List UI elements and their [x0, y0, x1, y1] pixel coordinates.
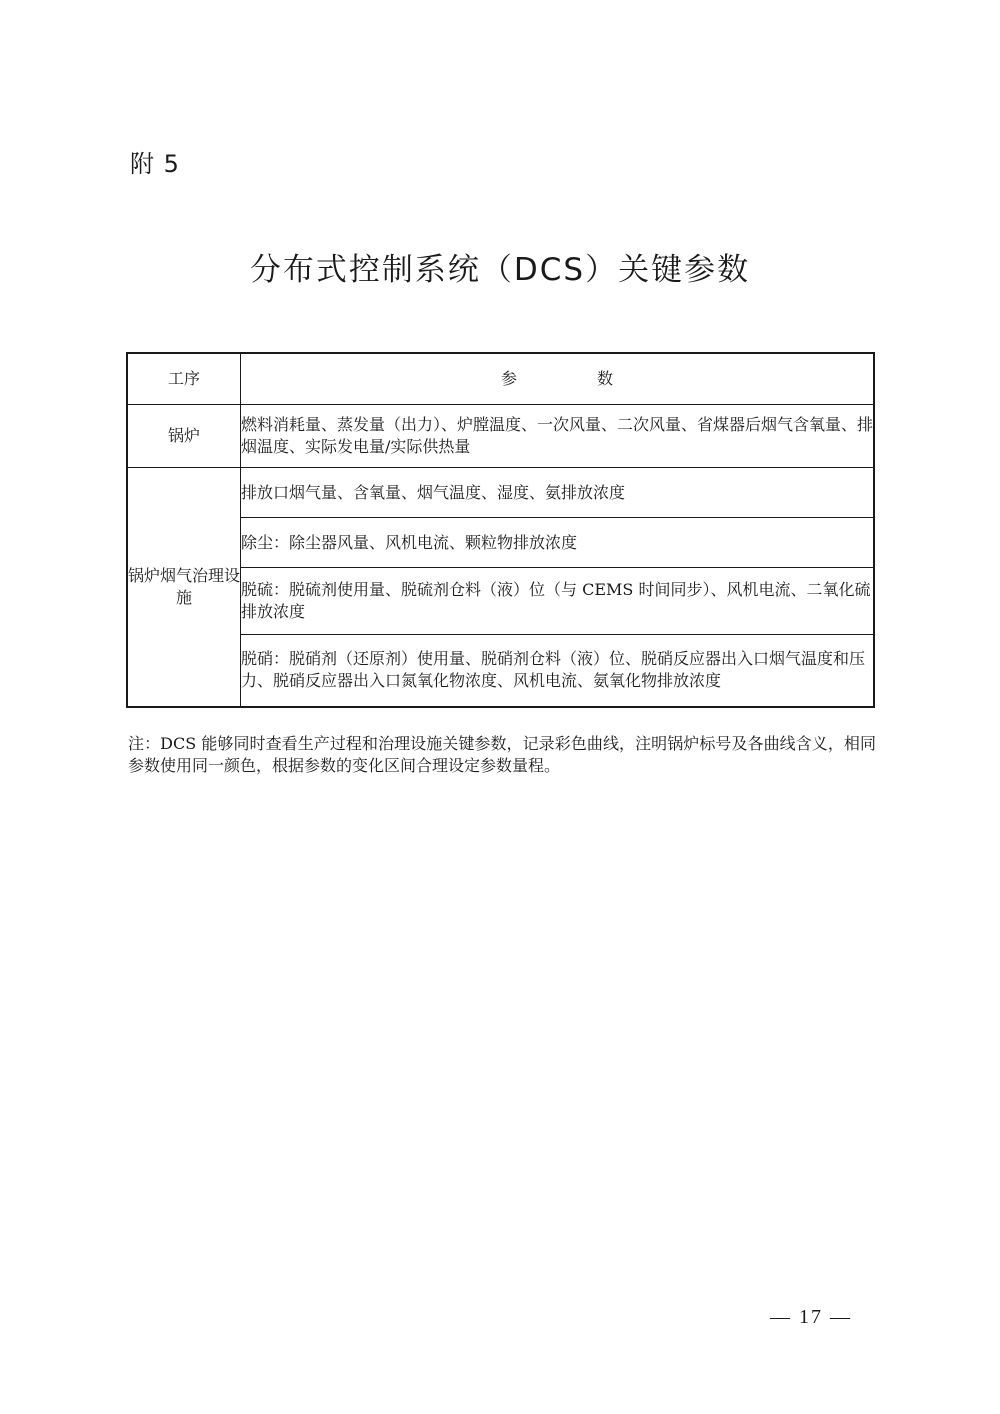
params-cell-denitrification: 脱硝：脱硝剂（还原剂）使用量、脱硝剂仓料（液）位、脱硝反应器出入口烟气温度和压力、脱硝反应器出入口氮氧化物浓度、风机电流、氨氧化物排放浓度 [241, 635, 875, 707]
header-parameters [241, 353, 875, 405]
table-row [127, 468, 874, 518]
process-cell-boiler: 锅炉 [127, 405, 241, 468]
params-cell-outlet: 排放口烟气量、含氧量、烟气温度、湿度、氨排放浓度 [241, 468, 875, 518]
header-param-char-2: 数 [597, 369, 614, 388]
params-cell-dust-removal: 除尘：除尘器风量、风机电流、颗粒物排放浓度 [241, 518, 875, 568]
table-header-row [127, 353, 874, 405]
table-note: 注：DCS 能够同时查看生产过程和治理设施关键参数，记录彩色曲线，注明锅炉标号及各曲线含义，相同参数使用同一颜色，根据参数的变化区间合理设定参数量程。 [128, 734, 876, 775]
header-param-char-1: 参 [500, 369, 517, 388]
params-cell-desulfurization: 脱硫：脱硫剂使用量、脱硫剂仓料（液）位（与 CEMS 时间同步）、风机电流、二氧化硫排放浓度 [241, 568, 875, 635]
table-row [127, 405, 874, 468]
annex-label: 附 5 [130, 150, 180, 178]
header-process: 工序 [127, 353, 241, 405]
process-cell-flue-gas-treatment: 锅炉烟气治理设施 [127, 468, 241, 707]
page-number: — 17 — [770, 1306, 852, 1328]
params-cell-boiler: 燃料消耗量、蒸发量（出力）、炉膛温度、一次风量、二次风量、省煤器后烟气含氧量、排烟温度、实际发电量/实际供热量 [241, 405, 875, 468]
dcs-parameter-table [126, 352, 875, 708]
page-title: 分布式控制系统（DCS）关键参数 [249, 252, 751, 288]
